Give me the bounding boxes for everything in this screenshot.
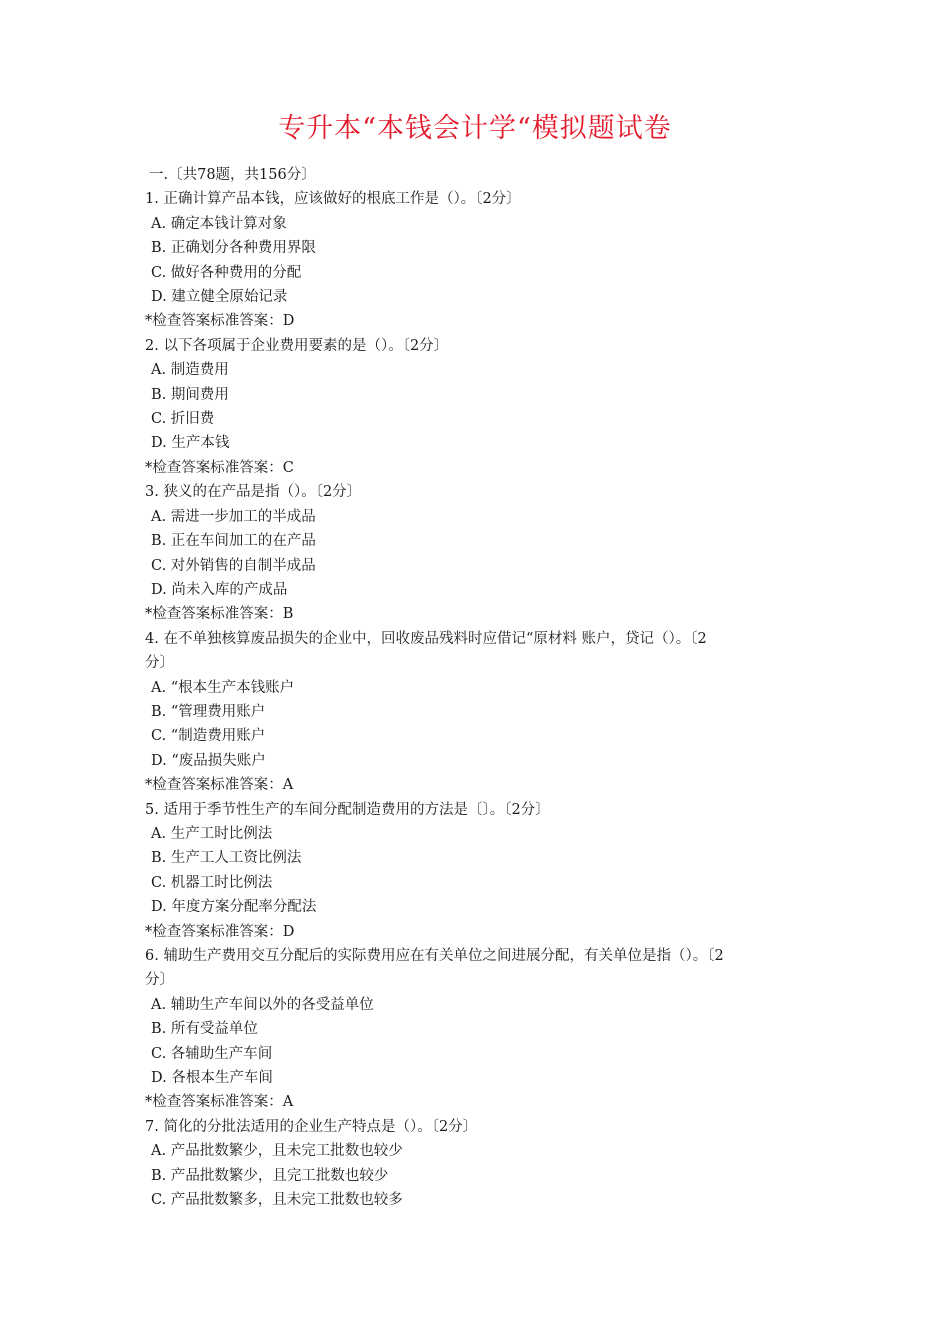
option-a: A. 制造费用 [151, 362, 229, 379]
answer-line: *检查答案标准答案：B [145, 606, 294, 623]
question-block [145, 798, 810, 944]
document-title: 专升本“本钱会计学“模拟题试卷 [278, 113, 672, 144]
question-block [145, 944, 810, 1115]
option-d: D. 年度方案分配率分配法 [151, 899, 317, 916]
question-block [145, 334, 810, 480]
answer-line: *检查答案标准答案：A [145, 777, 294, 794]
option-b: B. 期间费用 [151, 386, 229, 403]
option-a: A. “根本生产本钱账户 [151, 679, 295, 696]
question-block [145, 1115, 810, 1213]
answer-line: *检查答案标准答案：C [145, 459, 294, 476]
question-block [145, 627, 810, 798]
option-d: D. 各根本生产车间 [151, 1070, 273, 1087]
question-stem-continued: 分〕 [145, 972, 174, 989]
section-header: 一.〔共78题，共156分〕 [149, 167, 316, 183]
option-a: A. 产品批数繁少，且未完工批数也较少 [151, 1143, 403, 1160]
answer-line: *检查答案标准答案：D [145, 923, 295, 940]
option-b: B. 生产工人工资比例法 [151, 850, 302, 867]
option-c: C. 做好各种费用的分配 [151, 264, 302, 281]
option-c: C. “制造费用账户 [151, 728, 266, 745]
option-a: A. 需进一步加工的半成品 [151, 508, 316, 525]
option-b: B. 产品批数繁少，且完工批数也较少 [151, 1167, 389, 1184]
question-stem: 3. 狭义的在产品是指（）。〔2分〕 [145, 484, 362, 501]
question-stem: 6. 辅助生产费用交互分配后的实际费用应在有关单位之间进展分配，有关单位是指（）。〔2 [145, 948, 724, 964]
answer-line: *检查答案标准答案：D [145, 313, 295, 330]
question-stem: 1. 正确计算产品本钱，应该做好的根底工作是（）。〔2分〕 [145, 191, 521, 208]
question-list [145, 163, 810, 1212]
option-a: A. 确定本钱计算对象 [151, 215, 287, 232]
option-d: D. 生产本钱 [151, 435, 230, 452]
option-c: C. 对外销售的自制半成品 [151, 557, 316, 574]
option-c: C. 各辅助生产车间 [151, 1045, 273, 1062]
option-b: B. 正在车间加工的在产品 [151, 533, 316, 550]
option-b: B. “管理费用账户 [151, 703, 266, 720]
option-c: C. 产品批数繁多，且未完工批数也较多 [151, 1192, 403, 1209]
question-block [145, 480, 810, 626]
option-a: A. 辅助生产车间以外的各受益单位 [151, 996, 374, 1013]
question-stem: 4. 在不单独核算废品损失的企业中，回收废品残料时应借记“原材料 账户，贷记（）。〔2 [145, 630, 707, 647]
option-c: C. 机器工时比例法 [151, 874, 273, 891]
question-stem: 2. 以下各项属于企业费用要素的是（）。〔2分〕 [145, 337, 449, 354]
option-d: D. 尚未入库的产成品 [151, 581, 288, 598]
question-stem: 7. 简化的分批法适用的企业生产特点是（）。〔2分〕 [145, 1118, 478, 1135]
question-block [145, 187, 810, 333]
option-b: B. 所有受益单位 [151, 1021, 258, 1038]
option-a: A. 生产工时比例法 [151, 825, 273, 842]
option-b: B. 正确划分各种费用界限 [151, 240, 316, 257]
option-c: C. 折旧费 [151, 411, 215, 428]
question-stem-continued: 分〕 [145, 655, 174, 672]
option-d: D. 建立健全原始记录 [151, 289, 288, 306]
answer-line: *检查答案标准答案：A [145, 1094, 294, 1111]
option-d: D. “废品损失账户 [151, 752, 266, 769]
question-stem: 5. 适用于季节性生产的车间分配制造费用的方法是〔〕。〔2分〕 [145, 801, 550, 818]
